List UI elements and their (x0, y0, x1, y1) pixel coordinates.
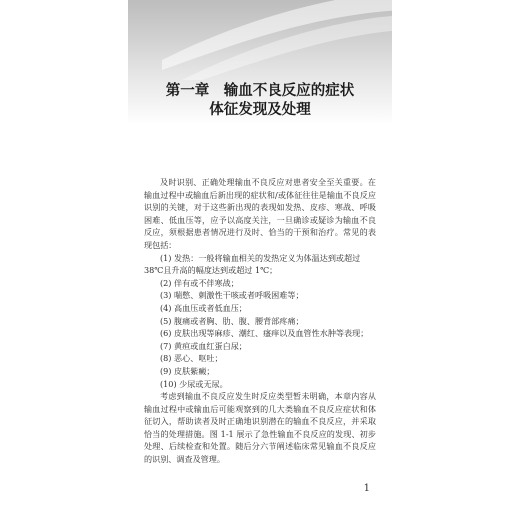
list-item-7: (7) 黄疸或血红蛋白尿； (160, 340, 247, 351)
list-item-3: (3) 喘憋、刺激性干咳或者呼吸困难等； (160, 290, 304, 301)
list-item-1-line2: 38℃且升高的幅度达到或超过 1℃； (144, 265, 278, 276)
list-item-6: (6) 皮肤出现等麻疹、潮红、瘙痒以及血管性水肿等表现； (160, 328, 369, 339)
chapter-title (128, 82, 392, 120)
list-item-2: (2) 伴有或不伴寒战； (160, 277, 239, 288)
list-item-8: (8) 恶心、呕吐； (160, 353, 223, 364)
summary-paragraph: 考虑到输血不良反应发生时反应类型暂未明确，本章内容从输血过程中或输血后可能观察到的几大类输血不良反应症状和体征切入，帮助读者及时正确地识别潜在的输血不良反应，并采取恰当的处理措施。图 1-1 展示了急性输血不良反应的发现、初步处理、后续检查和处置。随后分六节阐述临床常见输血不良反应的识别、调查及管理。 (144, 391, 376, 465)
list-item-5: (5) 腹痛或者胸、肋、腹、腰背部疼痛； (160, 315, 304, 326)
list-item-10: (10) 少尿或无尿。 (160, 378, 228, 389)
chapter-title-line2: 体征发现及处理 (209, 102, 311, 118)
decorative-swoosh (162, 0, 392, 80)
list-item-9: (9) 皮肤紫癜； (160, 365, 215, 376)
body-text (144, 176, 376, 466)
book-page (128, 0, 392, 520)
chapter-title-line1: 第一章 输血不良反应的症状 (165, 83, 355, 99)
list-item-1-line1: (1) 发热：一般将输血相关的发热定义为体温达到或超过 (160, 252, 361, 263)
intro-paragraph: 及时识别、正确处理输血不良反应对患者安全至关重要。在输血过程中或输血后新出现的症状和/或体征往往是输血不良反应识别的关键，对于这些新出现的表现如发热、皮疹、寒战、呼吸困难、低血压等，应予以高度关注，一旦确诊或疑诊为输血不良反应，须根据患者情况进行及时、恰当的干预和治疗。常见的表现包括： (144, 177, 376, 250)
list-item-4: (4) 高血压或者低血压； (160, 302, 247, 313)
page-number: 1 (363, 483, 370, 494)
